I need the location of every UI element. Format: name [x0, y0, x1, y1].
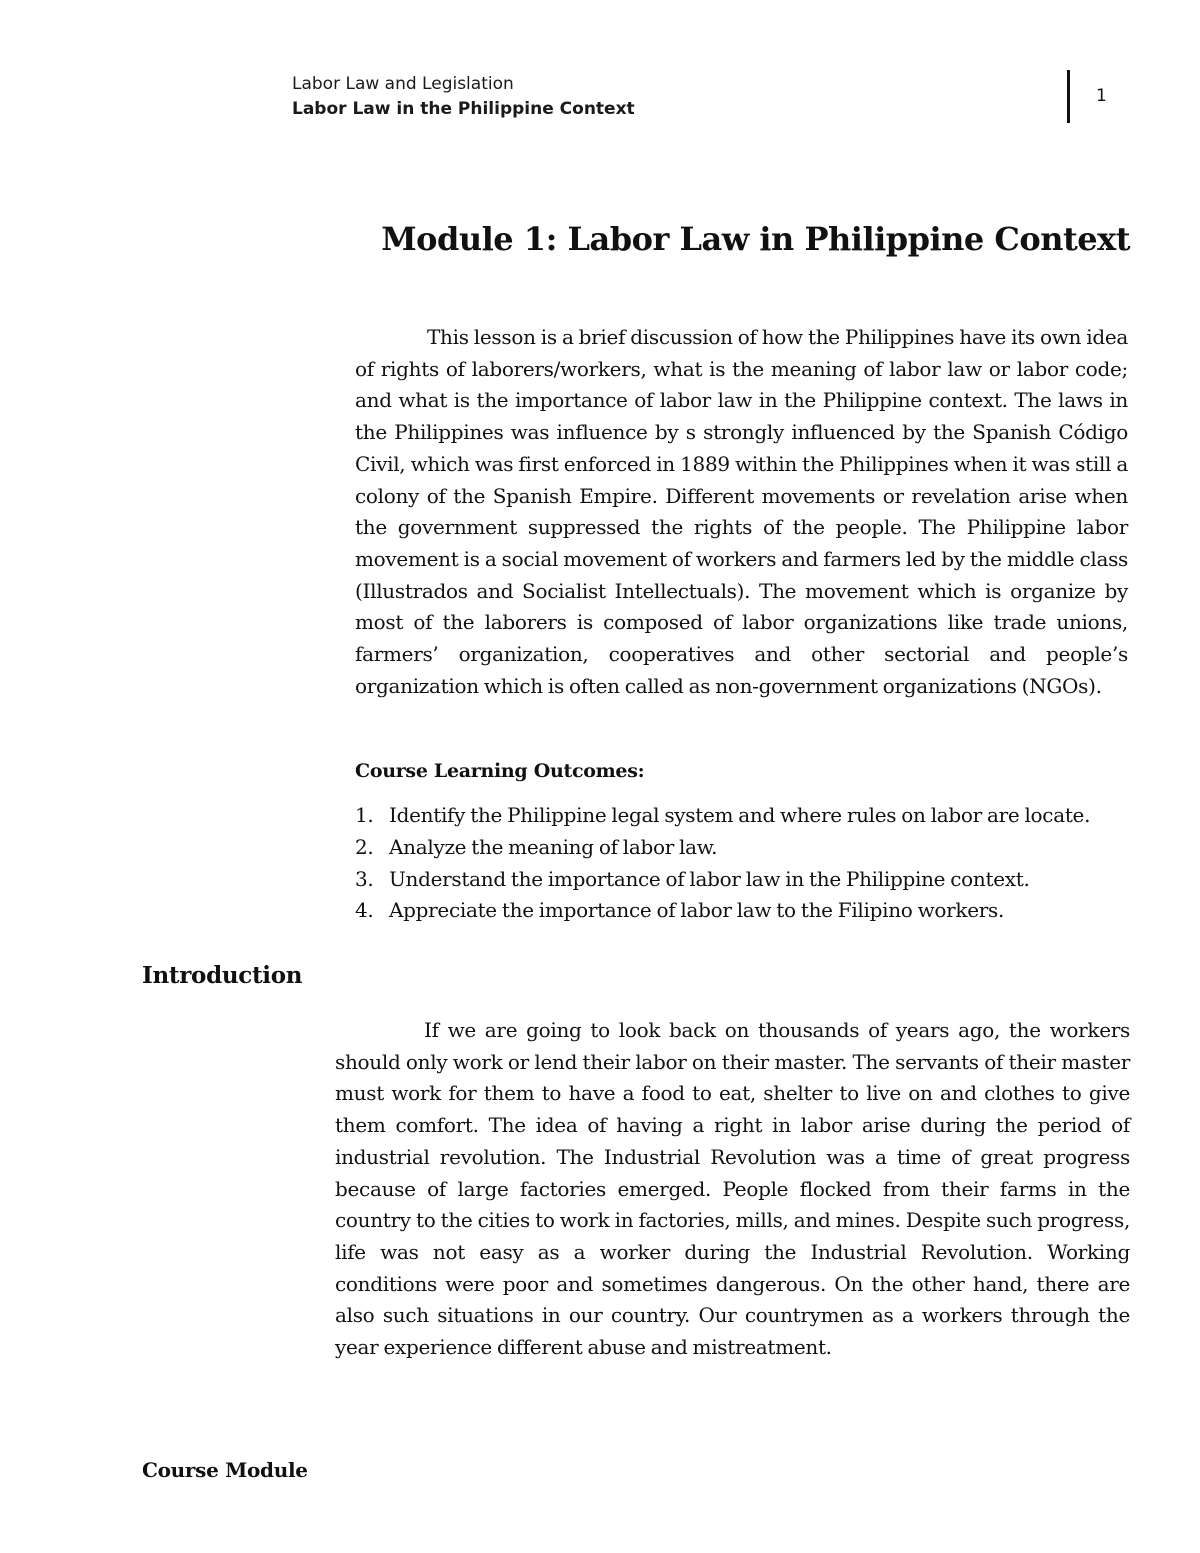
introduction-paragraph-text: If we are going to look back on thousands of years ago, the workers should only work or lend their labor on their master. The servants of their master must work for them to have a food to eat, shelter to live on and clothes to give them comfort. The idea of having a right in labor arise during the period of industrial revolution. The Industrial Revolution was a time of great progress because of large factories emerged. People flocked from their farms in the country to the cities to work in factories, mills, and mines. Despite such progress, life was not easy as a worker during the Industrial Revolution. Working conditions were poor and sometimes dangerous. On the other hand, there are also such situations in our country. Our countrymen as a workers through the year experience different abuse and mistreatment. — [335, 1018, 1130, 1360]
footer-course-module: Course Module — [142, 1458, 308, 1482]
intro-paragraph-text: This lesson is a brief discussion of how the Philippines have its own idea of rights of laborers/workers, what is the meaning of labor law or labor code; and what is the importance of labor law in the Philippine context. The laws in the Philippines was influence by s strongly influenced by the Spanish Código Civil, which was first enforced in 1889 within the Philippines when it was still a colony of the Spanish Empire. Different movements or revelation arise when the government suppressed the rights of the people. The Philippine labor movement is a social movement of workers and farmers led by the middle class (Illustrados and Socialist Intellectuals). The movement which is organize by most of the laborers is composed of labor organizations like trade unions, farmers’ organization, cooperatives and other sectorial and people’s organization which is often called as non-government organizations (NGOs). — [355, 325, 1128, 698]
header-divider — [1067, 70, 1070, 123]
intro-paragraph — [355, 322, 1128, 702]
introduction-heading: Introduction — [142, 962, 303, 989]
page-header — [292, 72, 635, 122]
outcomes-heading: Course Learning Outcomes: — [355, 760, 645, 782]
list-item-text: Appreciate the importance of labor law to the Filipino workers. — [389, 898, 1005, 923]
list-item-number: 3. — [355, 866, 374, 891]
header-course-title: Labor Law and Legislation — [292, 74, 514, 94]
module-title: Module 1: Labor Law in Philippine Context — [381, 220, 1130, 258]
list-item-text: Identify the Philippine legal system and where rules on labor are locate. — [389, 803, 1091, 827]
list-item-number: 2. — [355, 834, 374, 859]
header-subtitle: Labor Law in the Philippine Context — [292, 99, 635, 119]
list-item-text: Analyze the meaning of labor law. — [389, 834, 718, 859]
list-item — [355, 895, 1090, 927]
list-item — [355, 800, 1090, 832]
list-item — [355, 832, 1090, 864]
outcomes-list — [355, 800, 1090, 927]
list-item — [355, 864, 1090, 896]
introduction-paragraph — [335, 1015, 1130, 1364]
list-item-number: 4. — [355, 898, 374, 923]
list-item-text: Understand the importance of labor law in the Philippine context. — [389, 866, 1030, 891]
page-number: 1 — [1096, 86, 1107, 106]
list-item-number: 1. — [355, 803, 374, 827]
